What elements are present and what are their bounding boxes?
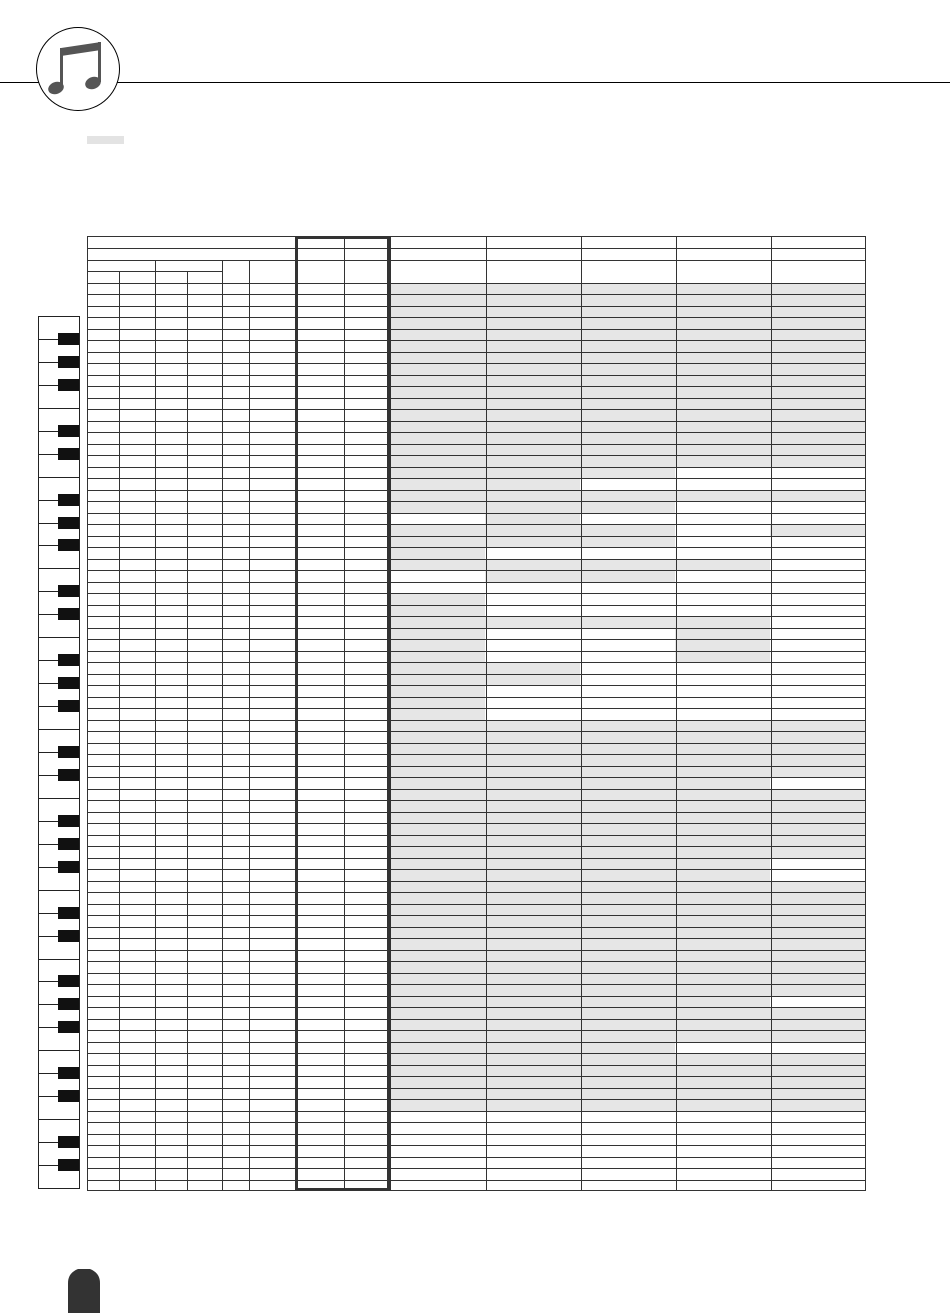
black-key bbox=[58, 608, 79, 620]
black-key bbox=[58, 769, 79, 781]
page-number-tab-icon bbox=[68, 1269, 100, 1313]
grid-line bbox=[87, 927, 866, 928]
grid-line bbox=[87, 938, 866, 939]
grid-line bbox=[155, 260, 156, 271]
grid-line bbox=[87, 1030, 866, 1031]
shaded-cell bbox=[770, 1053, 865, 1110]
grid-line bbox=[87, 294, 866, 295]
black-key bbox=[58, 356, 79, 368]
shaded-cell bbox=[485, 616, 580, 627]
grid-line bbox=[486, 236, 487, 1191]
grid-line bbox=[87, 1076, 866, 1077]
grid-line bbox=[87, 559, 866, 560]
grid-line bbox=[390, 236, 391, 1191]
grid-line bbox=[87, 236, 88, 1191]
black-key bbox=[58, 746, 79, 758]
grid-line bbox=[344, 236, 345, 1191]
black-key bbox=[58, 494, 79, 506]
grid-line bbox=[87, 283, 866, 284]
black-key bbox=[58, 333, 79, 345]
grid-line bbox=[676, 236, 677, 1191]
black-key bbox=[58, 861, 79, 873]
grid-line bbox=[87, 743, 866, 744]
grid-line bbox=[87, 467, 866, 468]
grid-line bbox=[87, 1065, 866, 1066]
grid-line bbox=[87, 1168, 866, 1169]
shaded-cell bbox=[675, 559, 770, 570]
grid-line bbox=[87, 835, 866, 836]
grid-line bbox=[87, 432, 866, 433]
grid-line bbox=[87, 869, 866, 870]
grid-line bbox=[87, 1053, 866, 1054]
grid-line bbox=[87, 306, 866, 307]
grid-line bbox=[87, 329, 866, 330]
grid-line bbox=[87, 455, 866, 456]
grid-line bbox=[87, 386, 866, 387]
eighth-notes-icon bbox=[37, 28, 121, 112]
black-key bbox=[58, 1090, 79, 1102]
grid-line bbox=[87, 973, 866, 974]
black-key bbox=[58, 907, 79, 919]
grid-line bbox=[87, 501, 866, 502]
grid-line bbox=[87, 662, 866, 663]
grid-line bbox=[87, 409, 866, 410]
grid-line bbox=[87, 708, 866, 709]
grid-line bbox=[87, 1019, 866, 1020]
shaded-cell bbox=[390, 593, 485, 1110]
grid-line bbox=[87, 800, 866, 801]
black-key bbox=[58, 1159, 79, 1171]
grid-line bbox=[87, 317, 866, 318]
grid-line bbox=[87, 616, 866, 617]
black-key bbox=[58, 539, 79, 551]
grid-line bbox=[87, 697, 866, 698]
grid-line bbox=[87, 639, 866, 640]
grid-line bbox=[87, 984, 866, 985]
black-key bbox=[58, 815, 79, 827]
grid-line bbox=[119, 271, 120, 1191]
shaded-cell bbox=[485, 283, 580, 547]
grid-line bbox=[87, 547, 866, 548]
grid-line bbox=[87, 858, 866, 859]
grid-line bbox=[87, 1111, 866, 1112]
grid-line bbox=[87, 444, 866, 445]
black-key bbox=[58, 1021, 79, 1033]
black-key bbox=[58, 585, 79, 597]
grid-line bbox=[87, 340, 866, 341]
black-key bbox=[58, 1067, 79, 1079]
black-key bbox=[58, 379, 79, 391]
black-key bbox=[58, 677, 79, 689]
black-key bbox=[58, 425, 79, 437]
grid-line bbox=[87, 248, 866, 249]
grid-line bbox=[87, 1157, 866, 1158]
grid-line bbox=[87, 375, 866, 376]
black-key bbox=[58, 998, 79, 1010]
grid-line bbox=[155, 271, 156, 1191]
black-key bbox=[58, 654, 79, 666]
grid-line bbox=[87, 685, 866, 686]
black-key bbox=[58, 930, 79, 942]
grid-line bbox=[87, 731, 866, 732]
grid-line bbox=[87, 421, 866, 422]
grid-line bbox=[249, 260, 250, 1191]
shaded-cell bbox=[770, 720, 865, 777]
black-key bbox=[58, 1136, 79, 1148]
grid-line bbox=[87, 777, 866, 778]
grid-line bbox=[87, 754, 866, 755]
grid-line bbox=[87, 1134, 866, 1135]
grid-line bbox=[87, 1088, 866, 1089]
grid-line bbox=[87, 950, 866, 951]
grid-line bbox=[87, 915, 866, 916]
keyboard-diagram bbox=[38, 316, 80, 1188]
grid-line bbox=[87, 1122, 866, 1123]
grid-line bbox=[222, 271, 223, 1191]
grid-line bbox=[87, 363, 866, 364]
grid-line bbox=[87, 605, 866, 606]
grid-line bbox=[87, 1145, 866, 1146]
grid-line bbox=[771, 236, 772, 1191]
shaded-cell bbox=[770, 524, 865, 535]
grid-line bbox=[87, 881, 866, 882]
grid-line bbox=[87, 570, 866, 571]
grid-line bbox=[87, 628, 866, 629]
shaded-cell bbox=[770, 490, 865, 501]
grid-line bbox=[87, 789, 866, 790]
grid-line bbox=[87, 996, 866, 997]
grid-line bbox=[87, 651, 866, 652]
black-key bbox=[58, 700, 79, 712]
shaded-cell bbox=[675, 490, 770, 501]
drum-kit-table bbox=[87, 236, 866, 1191]
grid-line bbox=[865, 236, 866, 1191]
shaded-cell bbox=[770, 1007, 865, 1041]
grid-line bbox=[87, 904, 866, 905]
grid-line bbox=[187, 271, 188, 1191]
black-key bbox=[58, 838, 79, 850]
grid-line bbox=[296, 260, 297, 1191]
grid-line bbox=[87, 536, 866, 537]
grid-line bbox=[222, 260, 223, 271]
shaded-cell bbox=[580, 283, 675, 478]
grid-line bbox=[87, 846, 866, 847]
black-key bbox=[58, 975, 79, 987]
section-tab bbox=[87, 136, 124, 144]
grid-line bbox=[87, 352, 866, 353]
black-key bbox=[58, 517, 79, 529]
grid-line bbox=[87, 674, 866, 675]
grid-line bbox=[87, 582, 866, 583]
grid-line bbox=[87, 513, 866, 514]
grid-line bbox=[87, 478, 866, 479]
grid-line bbox=[87, 1180, 866, 1181]
grid-line bbox=[87, 398, 866, 399]
grid-line bbox=[87, 490, 866, 491]
grid-line bbox=[87, 892, 866, 893]
grid-line bbox=[87, 593, 866, 594]
grid-line bbox=[87, 1042, 866, 1043]
note-badge bbox=[36, 27, 120, 111]
grid-line bbox=[87, 961, 866, 962]
grid-line bbox=[87, 524, 866, 525]
black-key bbox=[58, 448, 79, 460]
grid-line bbox=[87, 260, 866, 261]
shaded-cell bbox=[675, 1053, 770, 1110]
grid-line bbox=[87, 236, 866, 237]
grid-line bbox=[87, 823, 866, 824]
shaded-cell bbox=[580, 616, 675, 627]
grid-line bbox=[87, 766, 866, 767]
grid-line bbox=[581, 236, 582, 1191]
grid-line bbox=[87, 1007, 866, 1008]
grid-line bbox=[87, 812, 866, 813]
grid-line bbox=[87, 720, 866, 721]
grid-line bbox=[87, 1190, 866, 1191]
header-rule bbox=[0, 82, 950, 83]
grid-line bbox=[87, 1099, 866, 1100]
